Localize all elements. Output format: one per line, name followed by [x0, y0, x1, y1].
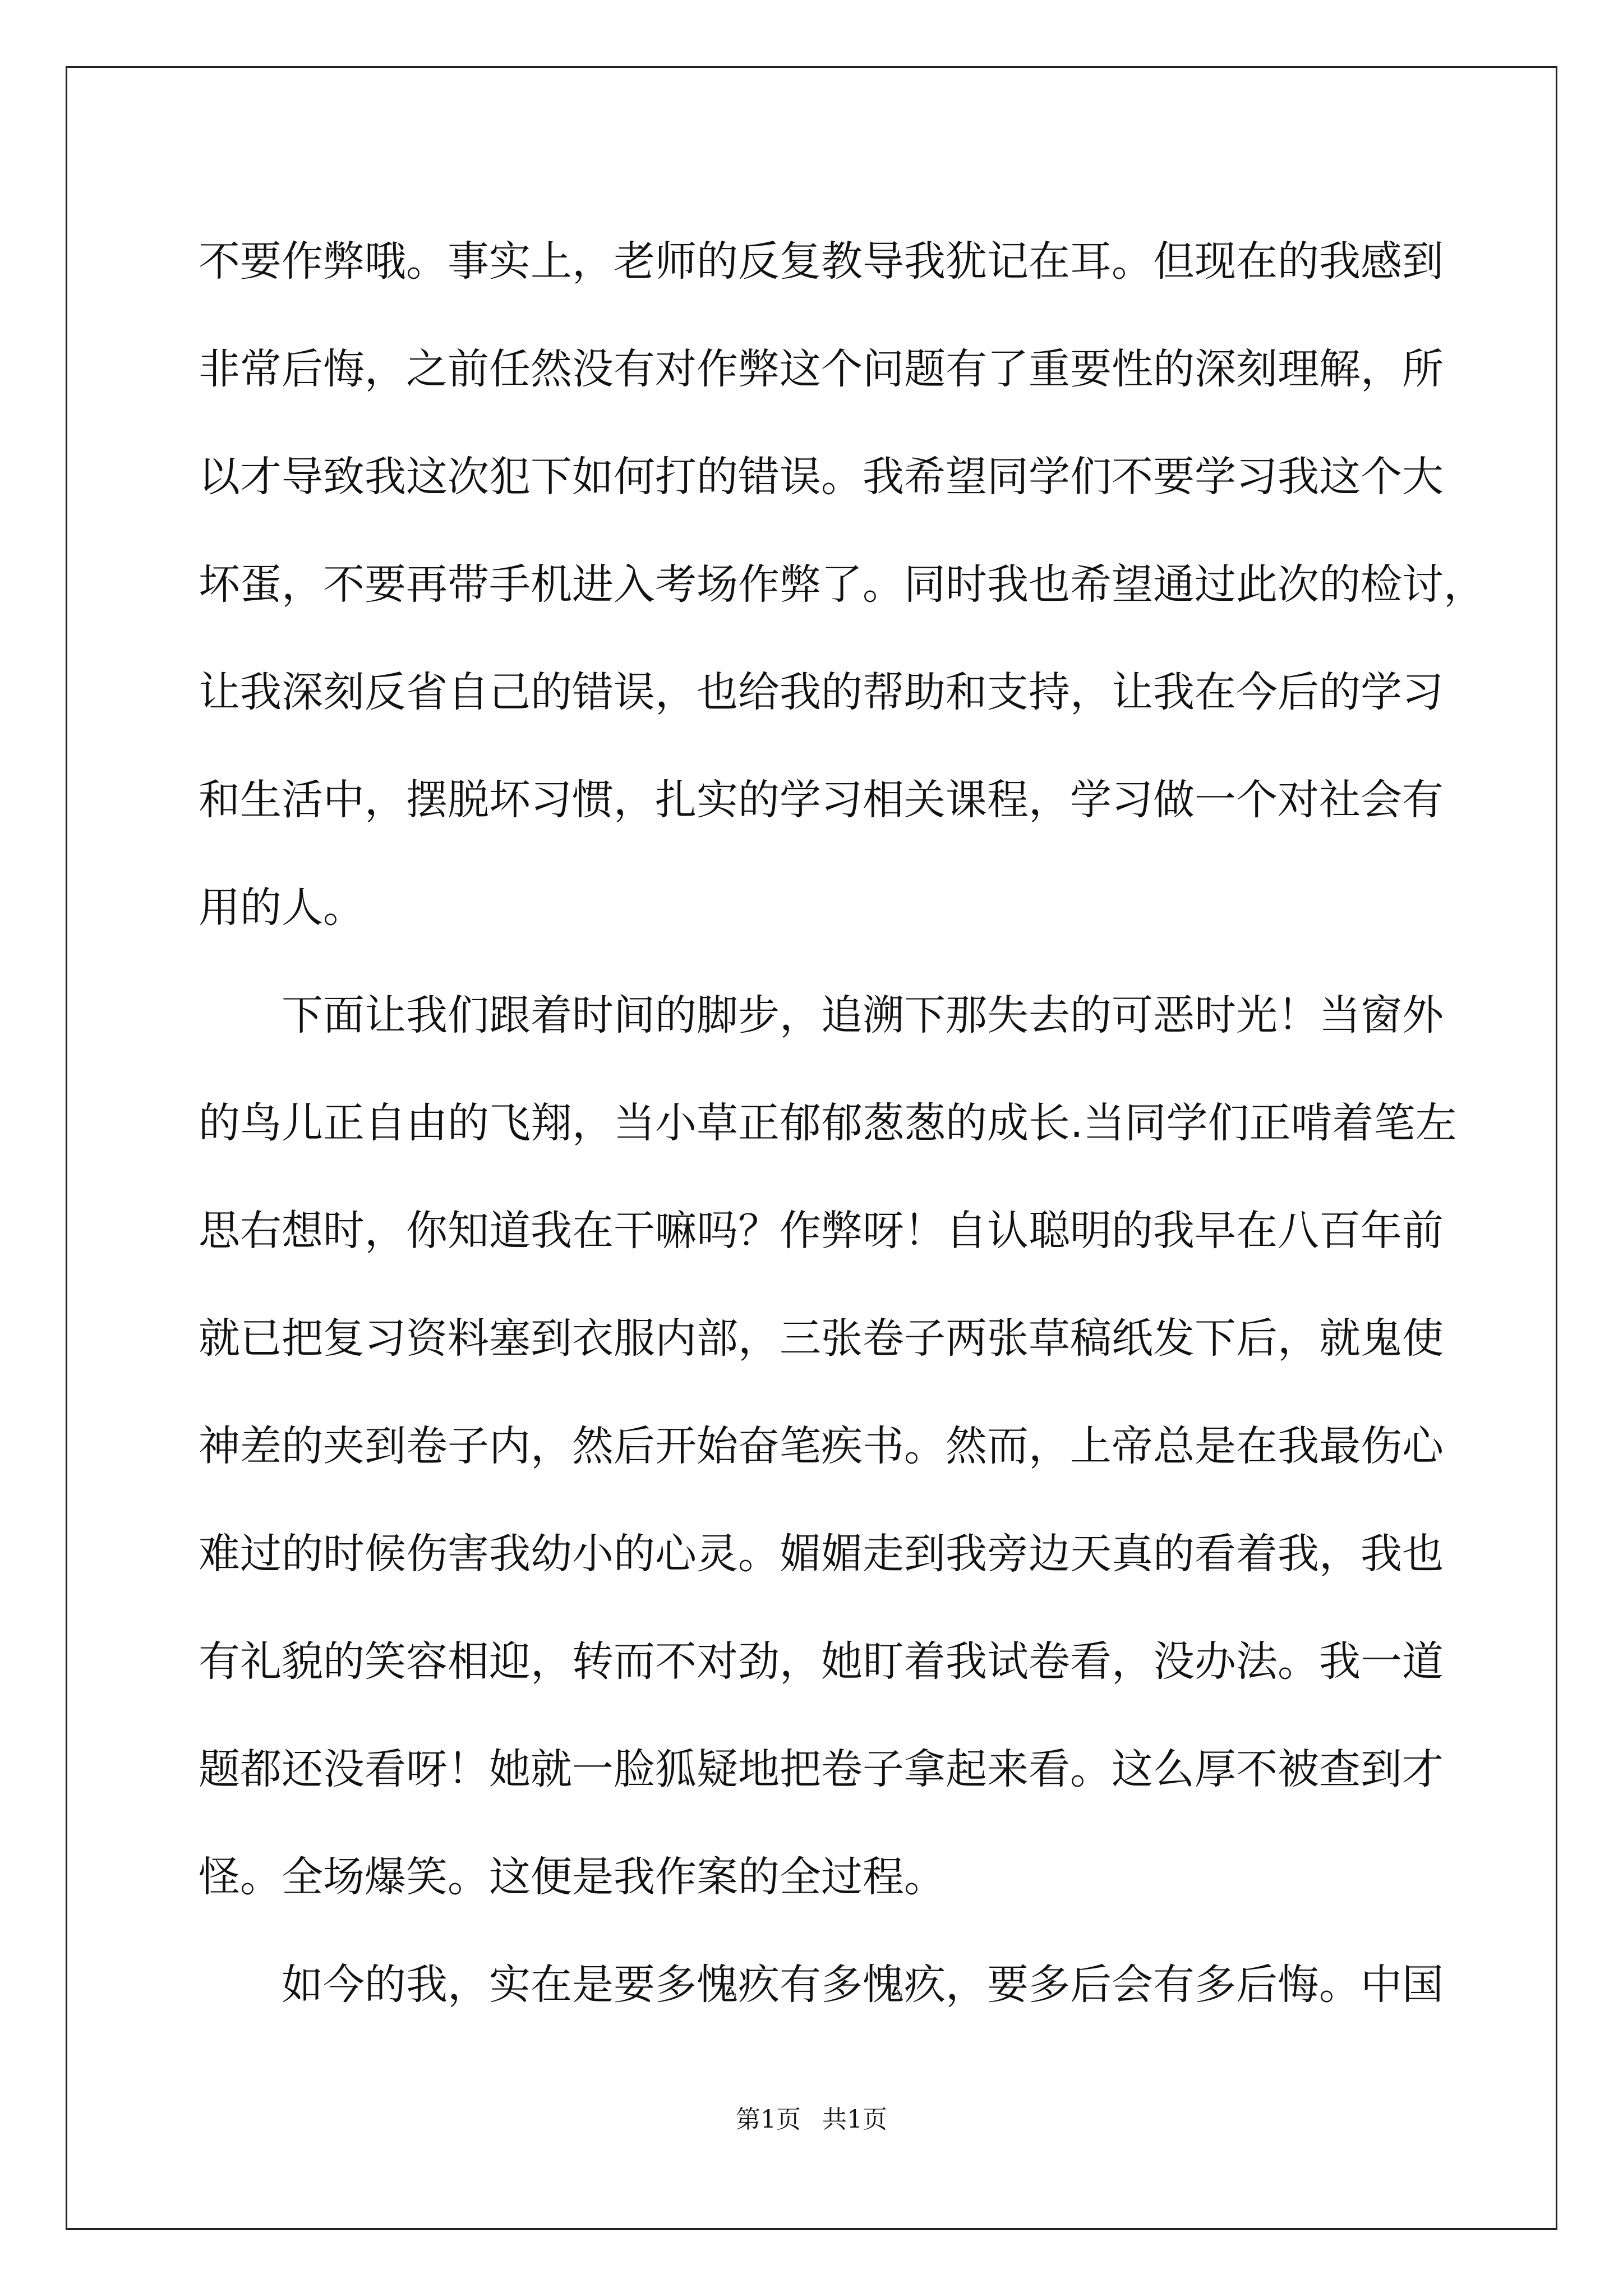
- text-line: 和生活中，摆脱坏习惯，扎实的学习相关课程，学习做一个对社会有: [199, 776, 1444, 824]
- text-line: 有礼貌的笑容相迎，转而不对劲，她盯着我试卷看，没办法。我一道: [199, 1637, 1444, 1686]
- page-footer: [0, 2099, 1623, 2135]
- text-line: 题都还没看呀！她就一脸狐疑地把卷子拿起来看。这么厚不被查到才: [199, 1745, 1444, 1793]
- text-line: 难过的时候伤害我幼小的心灵。媚媚走到我旁边天真的看着我，我也: [199, 1530, 1444, 1578]
- text-line: 不要作弊哦。事实上，老师的反复教导我犹记在耳。但现在的我感到: [199, 237, 1444, 286]
- text-line: 下面让我们跟着时间的脚步，追溯下那失去的可恶时光！当窗外: [199, 991, 1444, 1039]
- text-line: 怪。全场爆笑。这便是我作案的全过程。: [199, 1853, 946, 1901]
- page-total: 共1页: [822, 2105, 887, 2134]
- paragraph: [199, 208, 1485, 961]
- text-line: 非常后悔，之前任然没有对作弊这个问题有了重要性的深刻理解，所: [199, 345, 1444, 393]
- text-line: 思右想时，你知道我在干嘛吗？作弊呀！自认聪明的我早在八百年前: [199, 1207, 1444, 1255]
- text-line: 让我深刻反省自己的错误，也给我的帮助和支持，让我在今后的学习: [199, 668, 1444, 716]
- page-number: 第1页: [736, 2105, 801, 2134]
- document-body: [199, 208, 1485, 2039]
- text-line: 用的人。: [199, 884, 365, 932]
- paragraph: [199, 1931, 1444, 2039]
- text-line: 坏蛋，不要再带手机进入考场作弊了。同时我也希望通过此次的检讨，: [199, 560, 1485, 609]
- text-line: 就已把复习资料塞到衣服内部，三张卷子两张草稿纸发下后，就鬼使: [199, 1314, 1444, 1363]
- paragraph: [199, 961, 1457, 1931]
- text-line: 如今的我，实在是要多愧疚有多愧疚，要多后会有多后悔。中国: [199, 1961, 1444, 2009]
- text-line: 神差的夹到卷子内，然后开始奋笔疾书。然而，上帝总是在我最伤心: [199, 1422, 1444, 1470]
- text-line: 以才导致我这次犯下如何打的错误。我希望同学们不要学习我这个大: [199, 453, 1444, 501]
- text-line: 的鸟儿正自由的飞翔，当小草正郁郁葱葱的成长.当同学们正啃着笔左: [199, 1099, 1457, 1147]
